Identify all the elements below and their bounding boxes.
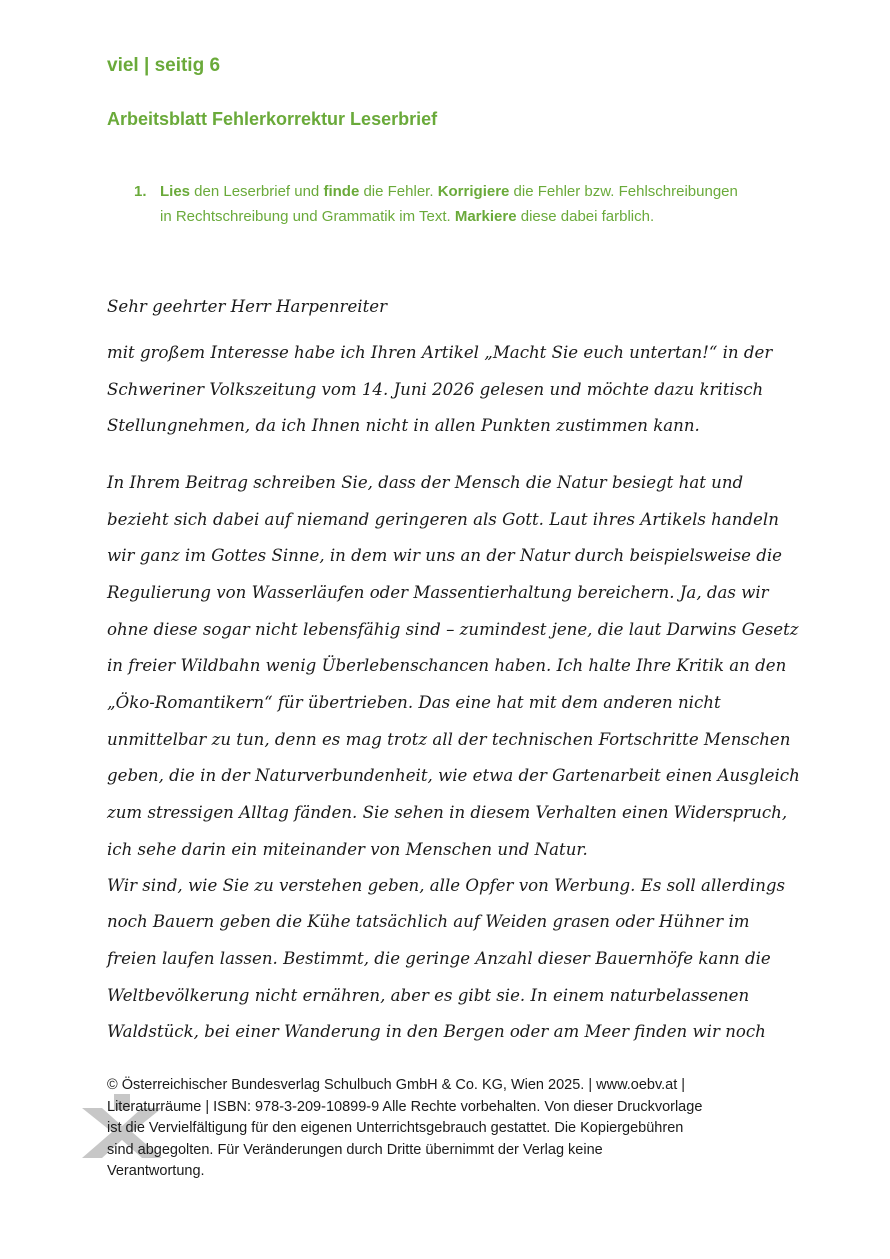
task-keyword: Lies (160, 183, 191, 200)
letter-line: ich sehe darin ein miteinander von Menschen und Natur. (107, 840, 588, 859)
letter-line: geben, die in der Naturverbundenheit, wie etwa der Gartenarbeit einen Ausgleich (107, 766, 800, 785)
letter-line: freien laufen lassen. Bestimmt, die geringe Anzahl dieser Bauernhöfe kann die (107, 949, 771, 968)
header-tag: viel | seitig 6 (107, 55, 221, 76)
letter-line: ohne diese sogar nicht lebensfähig sind – zumindest jene, die laut Darwins Gesetz (107, 620, 799, 639)
task-segment: den Leserbrief und (190, 183, 324, 200)
letter-line: in freier Wildbahn wenig Überlebenschancen haben. Ich halte Ihre Kritik an den (107, 656, 787, 675)
task-line (160, 179, 794, 204)
letter-line: Regulierung von Wasserläufen oder Massentierhaltung bereichern. Ja, das wir (107, 583, 769, 602)
task-line (160, 204, 794, 229)
letter-line: noch Bauern geben die Kühe tatsächlich auf Weiden grasen oder Hühner im (107, 912, 750, 931)
task-keyword: Korrigiere (437, 183, 510, 200)
letter-line: Wir sind, wie Sie zu verstehen geben, alle Opfer von Werbung. Es soll allerdings (107, 876, 786, 895)
task-keyword: Markiere (454, 208, 517, 225)
letter-line: Waldstück, bei einer Wanderung in den Bergen oder am Meer finden wir noch (107, 1022, 766, 1041)
letter-line: „Öko-Romantikern“ für übertrieben. Das eine hat mit dem anderen nicht (107, 693, 721, 712)
letter-line: bezieht sich dabei auf niemand geringeren als Gott. Laut ihres Artikels handeln (107, 510, 779, 529)
letter-line: Weltbevölkerung nicht ernähren, aber es gibt sie. In einem naturbelassenen (107, 986, 750, 1005)
letter-line: Stellungnehmen, da ich Ihnen nicht in allen Punkten zustimmen kann. (107, 416, 700, 435)
task-segment: die Fehler bzw. Fehlschreibungen (509, 183, 738, 200)
task-text (160, 179, 794, 229)
footer-line: Verantwortung. (107, 1163, 205, 1179)
letter-line: mit großem Interesse habe ich Ihren Artikel „Macht Sie euch untertan!“ in der (107, 343, 773, 362)
letter-line: zum stressigen Alltag fänden. Sie sehen in diesem Verhalten einen Widerspruch, (107, 803, 788, 822)
footer-line: © Österreichischer Bundesverlag Schulbuch GmbH & Co. KG, Wien 2025. | www.oebv.at | (107, 1077, 686, 1093)
page-title: Arbeitsblatt Fehlerkorrektur Leserbrief (107, 109, 438, 129)
footer-line: ist die Vervielfältigung für den eigenen Unterrichtsgebrauch gestattet. Die Kopiergebühren (107, 1120, 684, 1136)
task-segment: diese dabei farblich. (516, 208, 655, 225)
letter-line: Schweriner Volkszeitung vom 14. Juni 2026 gelesen und möchte dazu kritisch (107, 380, 764, 399)
task-keyword: finde (323, 183, 360, 200)
task-number: 1. (134, 183, 147, 200)
task-segment: in Rechtschreibung und Grammatik im Text. (160, 208, 455, 225)
copyright-footer (107, 1075, 797, 1183)
footer-line: Literaturräume | ISBN: 978-3-209-10899-9 Alle Rechte vorbehalten. Von dieser Druckvorlage (107, 1098, 703, 1115)
letter-line: wir ganz im Gottes Sinne, in dem wir uns an der Natur durch beispielsweise die (107, 546, 782, 565)
task-segment: die Fehler. (359, 183, 438, 200)
task-instruction (134, 179, 794, 229)
footer-line: sind abgegolten. Für Veränderungen durch Dritte übernimmt der Verlag keine (107, 1141, 603, 1158)
letter-line: In Ihrem Beitrag schreiben Sie, dass der Mensch die Natur besiegt hat und (107, 473, 744, 492)
letter-salutation: Sehr geehrter Herr Harpenreiter (107, 297, 387, 316)
letter-line: unmittelbar zu tun, denn es mag trotz all der technischen Fortschritte Menschen (107, 730, 791, 749)
